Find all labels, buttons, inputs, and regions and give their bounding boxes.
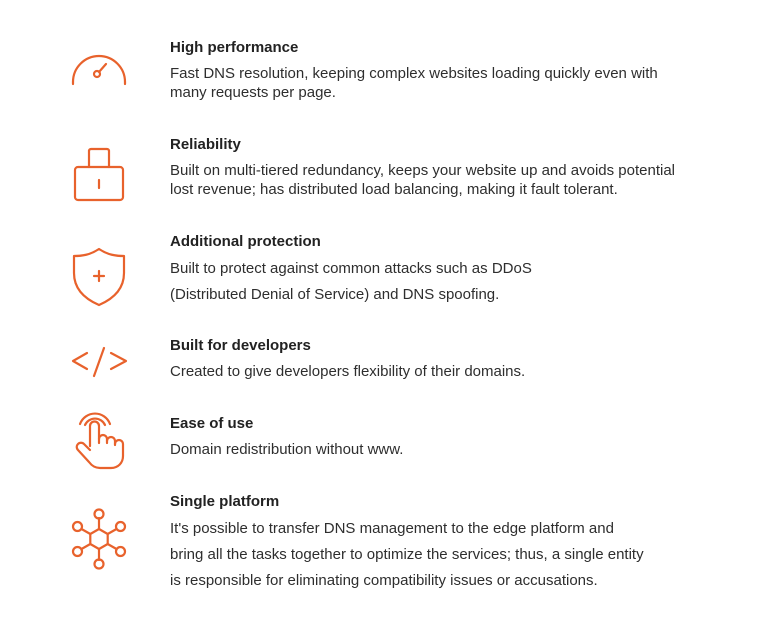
shield-plus-icon bbox=[68, 246, 130, 308]
description-line: It's possible to transfer DNS management to the edge platform and bbox=[170, 520, 614, 537]
feature-description bbox=[170, 64, 730, 102]
feature-title: Ease of use bbox=[170, 415, 254, 432]
description-line: Built to protect against common attacks such as DDoS bbox=[170, 260, 532, 277]
description-line: Created to give developers flexibility of their domains. bbox=[170, 363, 526, 380]
description-line: Built on multi-tiered redundancy, keeps your website up and avoids potential bbox=[170, 162, 676, 179]
feature-description bbox=[170, 161, 730, 199]
feature-description bbox=[170, 362, 730, 381]
feature-description bbox=[170, 516, 730, 594]
hand-pointer-icon bbox=[68, 410, 130, 472]
feature-title: Reliability bbox=[170, 136, 241, 153]
code-brackets-icon bbox=[68, 330, 130, 392]
description-line: many requests per page. bbox=[170, 84, 336, 101]
description-line: bring all the tasks together to optimize the services; thus, a single entity bbox=[170, 546, 644, 563]
description-line: (Distributed Denial of Service) and DNS spoofing. bbox=[170, 286, 500, 303]
speedometer-icon bbox=[68, 46, 130, 108]
description-line: lost revenue; has distributed load balancing, making it fault tolerant. bbox=[170, 181, 618, 198]
description-line: Fast DNS resolution, keeping complex websites loading quickly even with bbox=[170, 65, 658, 82]
description-line: is responsible for eliminating compatibility issues or accusations. bbox=[170, 572, 598, 589]
feature-description bbox=[170, 256, 730, 308]
feature-title: High performance bbox=[170, 39, 299, 56]
description-line: Domain redistribution without www. bbox=[170, 441, 404, 458]
network-hub-icon bbox=[68, 508, 130, 570]
padlock-icon bbox=[68, 142, 130, 204]
feature-title: Single platform bbox=[170, 493, 280, 510]
feature-description bbox=[170, 440, 730, 459]
feature-title: Built for developers bbox=[170, 337, 311, 354]
feature-title: Additional protection bbox=[170, 233, 321, 250]
